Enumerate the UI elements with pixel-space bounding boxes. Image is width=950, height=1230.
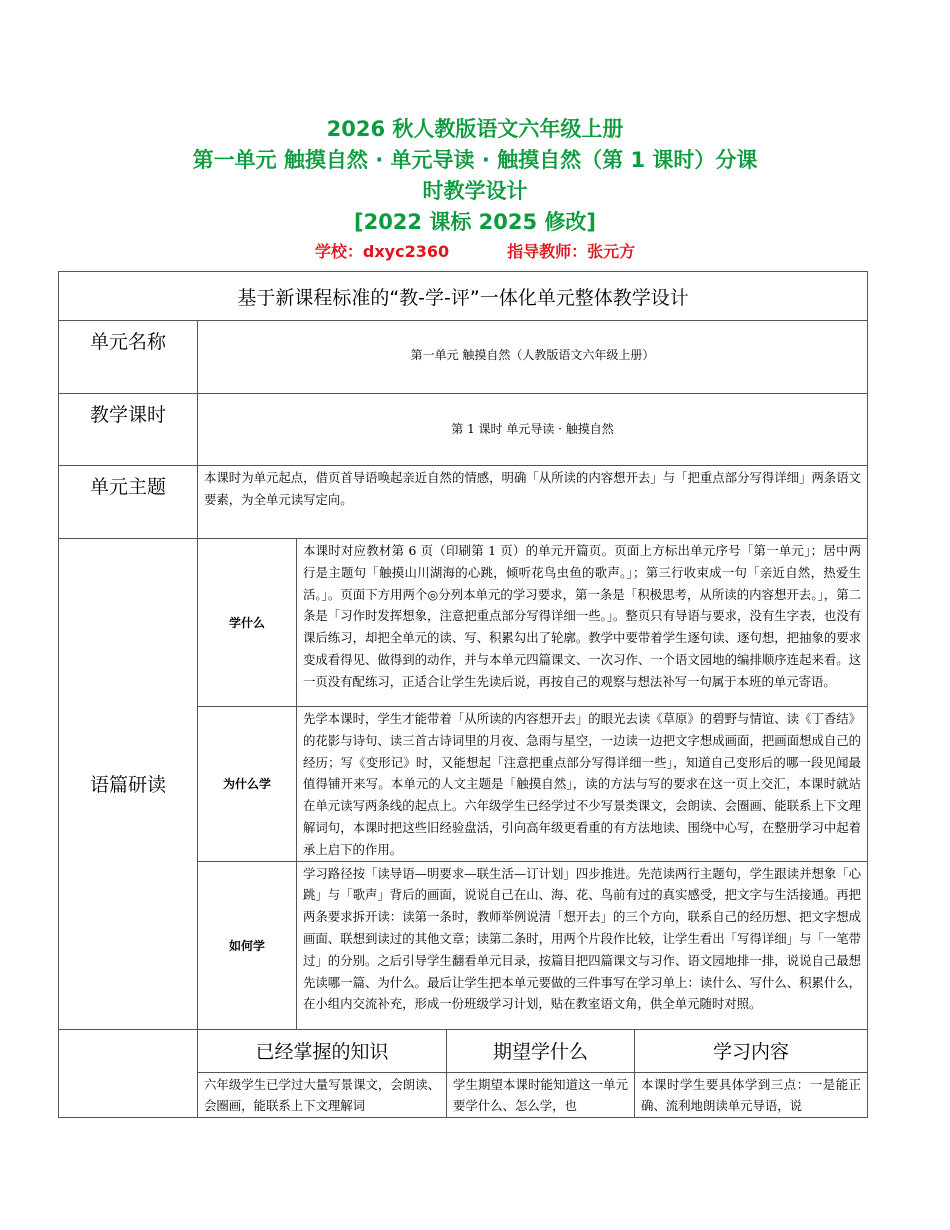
school-label: 学校：dxyc2360 bbox=[314, 242, 450, 261]
document-header bbox=[0, 114, 950, 262]
known-knowledge-heading: 已经掌握的知识 bbox=[198, 1029, 447, 1072]
how-label: 如何学 bbox=[198, 861, 297, 1029]
theme-label: 单元主题 bbox=[59, 466, 198, 539]
how-text: 学习路径按「读导语—明要求—联生活—订计划」四步推进。先范读两行主题句，学生跟读并想象「心跳」与「歌声」背后的画面，说说自己在山、海、花、鸟前有过的真实感受，把文字与生活接通。再把两条要求拆开读：读第一条时，教师举例说清「想开去」的三个方向，联系自己的经历想、把文字想成画面、联想到读过的其他文章；读第二条时，用两个片段作比较，让学生看出「写得详细」与「一笔带过」的分别。之后引导学生翻看单元目录，按篇目把四篇课文与习作、语文园地排一排，说说自己最想先读哪一篇、为什么。最后让学生把本单元要做的三件事写在学习单上：读什么、写什么、积累什么，在小组内交流补充，形成一份班级学习计划，贴在教室语文角，供全单元随时对照。 bbox=[297, 861, 868, 1029]
lesson-label: 教学课时 bbox=[59, 394, 198, 466]
document-title-line-1: 2026 秋人教版语文六年级上册 bbox=[326, 117, 624, 141]
unit-name-label: 单元名称 bbox=[59, 321, 198, 394]
table-main-heading: 基于新课程标准的“教-学-评”一体化单元整体教学设计 bbox=[59, 272, 868, 321]
document-title-line-4: [2022 课标 2025 修改] bbox=[353, 210, 597, 234]
what-label: 学什么 bbox=[198, 539, 297, 707]
document-meta bbox=[0, 239, 950, 262]
unit-name-value: 第一单元 触摸自然（人教版语文六年级上册） bbox=[198, 321, 868, 394]
document-title-line-2: 第一单元 触摸自然 · 单元导读 · 触摸自然（第 1 课时）分课 bbox=[192, 148, 758, 172]
study-label: 语篇研读 bbox=[59, 539, 198, 1030]
expectation-text: 学生期望本课时能知道这一单元要学什么、怎么学，也 bbox=[447, 1072, 635, 1118]
theme-value: 本课时为单元起点，借页首导语唤起亲近自然的情感，明确「从所读的内容想开去」与「把重点部分写得详细」两条语文要素，为全单元读写定向。 bbox=[198, 466, 868, 539]
expectation-heading: 期望学什么 bbox=[447, 1029, 635, 1072]
learning-content-heading: 学习内容 bbox=[635, 1029, 868, 1072]
lesson-design-table bbox=[58, 271, 868, 1118]
lesson-value: 第 1 课时 单元导读 · 触摸自然 bbox=[198, 394, 868, 466]
what-text: 本课时对应教材第 6 页（印刷第 1 页）的单元开篇页。页面上方标出单元序号「第一单元」；居中两行是主题句「触摸山川湖海的心跳，倾听花鸟虫鱼的歌声。」；第三行收束成一句「亲近自然，热爱生活。」。页面下方用两个◎分列本单元的学习要求，第一条是「积极思考，从所读的内容想开去。」，第二条是「习作时发挥想象，注意把重点部分写得详细一些。」。整页只有导语与要求，没有生字表，也没有课后练习，却把全单元的读、写、积累勾出了轮廓。教学中要带着学生逐句读、逐句想，把抽象的要求变成看得见、做得到的动作，并与本单元四篇课文、一次习作、一个语文园地的编排顺序连起来看。这一页没有配练习，正适合让学生先读后说，再按自己的观察与想法补写一句属于本班的单元寄语。 bbox=[297, 539, 868, 707]
document-title-line-3: 时教学设计 bbox=[422, 179, 528, 203]
why-label: 为什么学 bbox=[198, 707, 297, 862]
learning-content-text: 本课时学生要具体学到三点：一是能正确、流利地朗读单元导语，说 bbox=[635, 1072, 868, 1118]
known-knowledge-text: 六年级学生已学过大量写景课文，会朗读、会圈画，能联系上下文理解词 bbox=[198, 1072, 447, 1118]
why-text: 先学本课时，学生才能带着「从所读的内容想开去」的眼光去读《草原》的碧野与情谊、读《丁香结》的花影与诗句、读三首古诗词里的月夜、急雨与星空，一边读一边把文字想成画面，把画面想成自己的经历；写《变形记》时，又能想起「注意把重点部分写得详细一些」，知道自己变形后的哪一段见闻最值得铺开来写。本单元的人文主题是「触摸自然」，读的方法与写的要求在这一页上交汇，本课时就站在单元读写两条线的起点上。六年级学生已经学过不少写景类课文，会朗读、会圈画、能联系上下文理解词句，本课时把这些旧经验盘活，引向高年级更看重的有方法地读、围绕中心写，在整册学习中起着承上启下的作用。 bbox=[297, 707, 868, 862]
bottom-empty-cell bbox=[59, 1029, 198, 1118]
teacher-label: 指导教师：张元方 bbox=[507, 242, 636, 261]
